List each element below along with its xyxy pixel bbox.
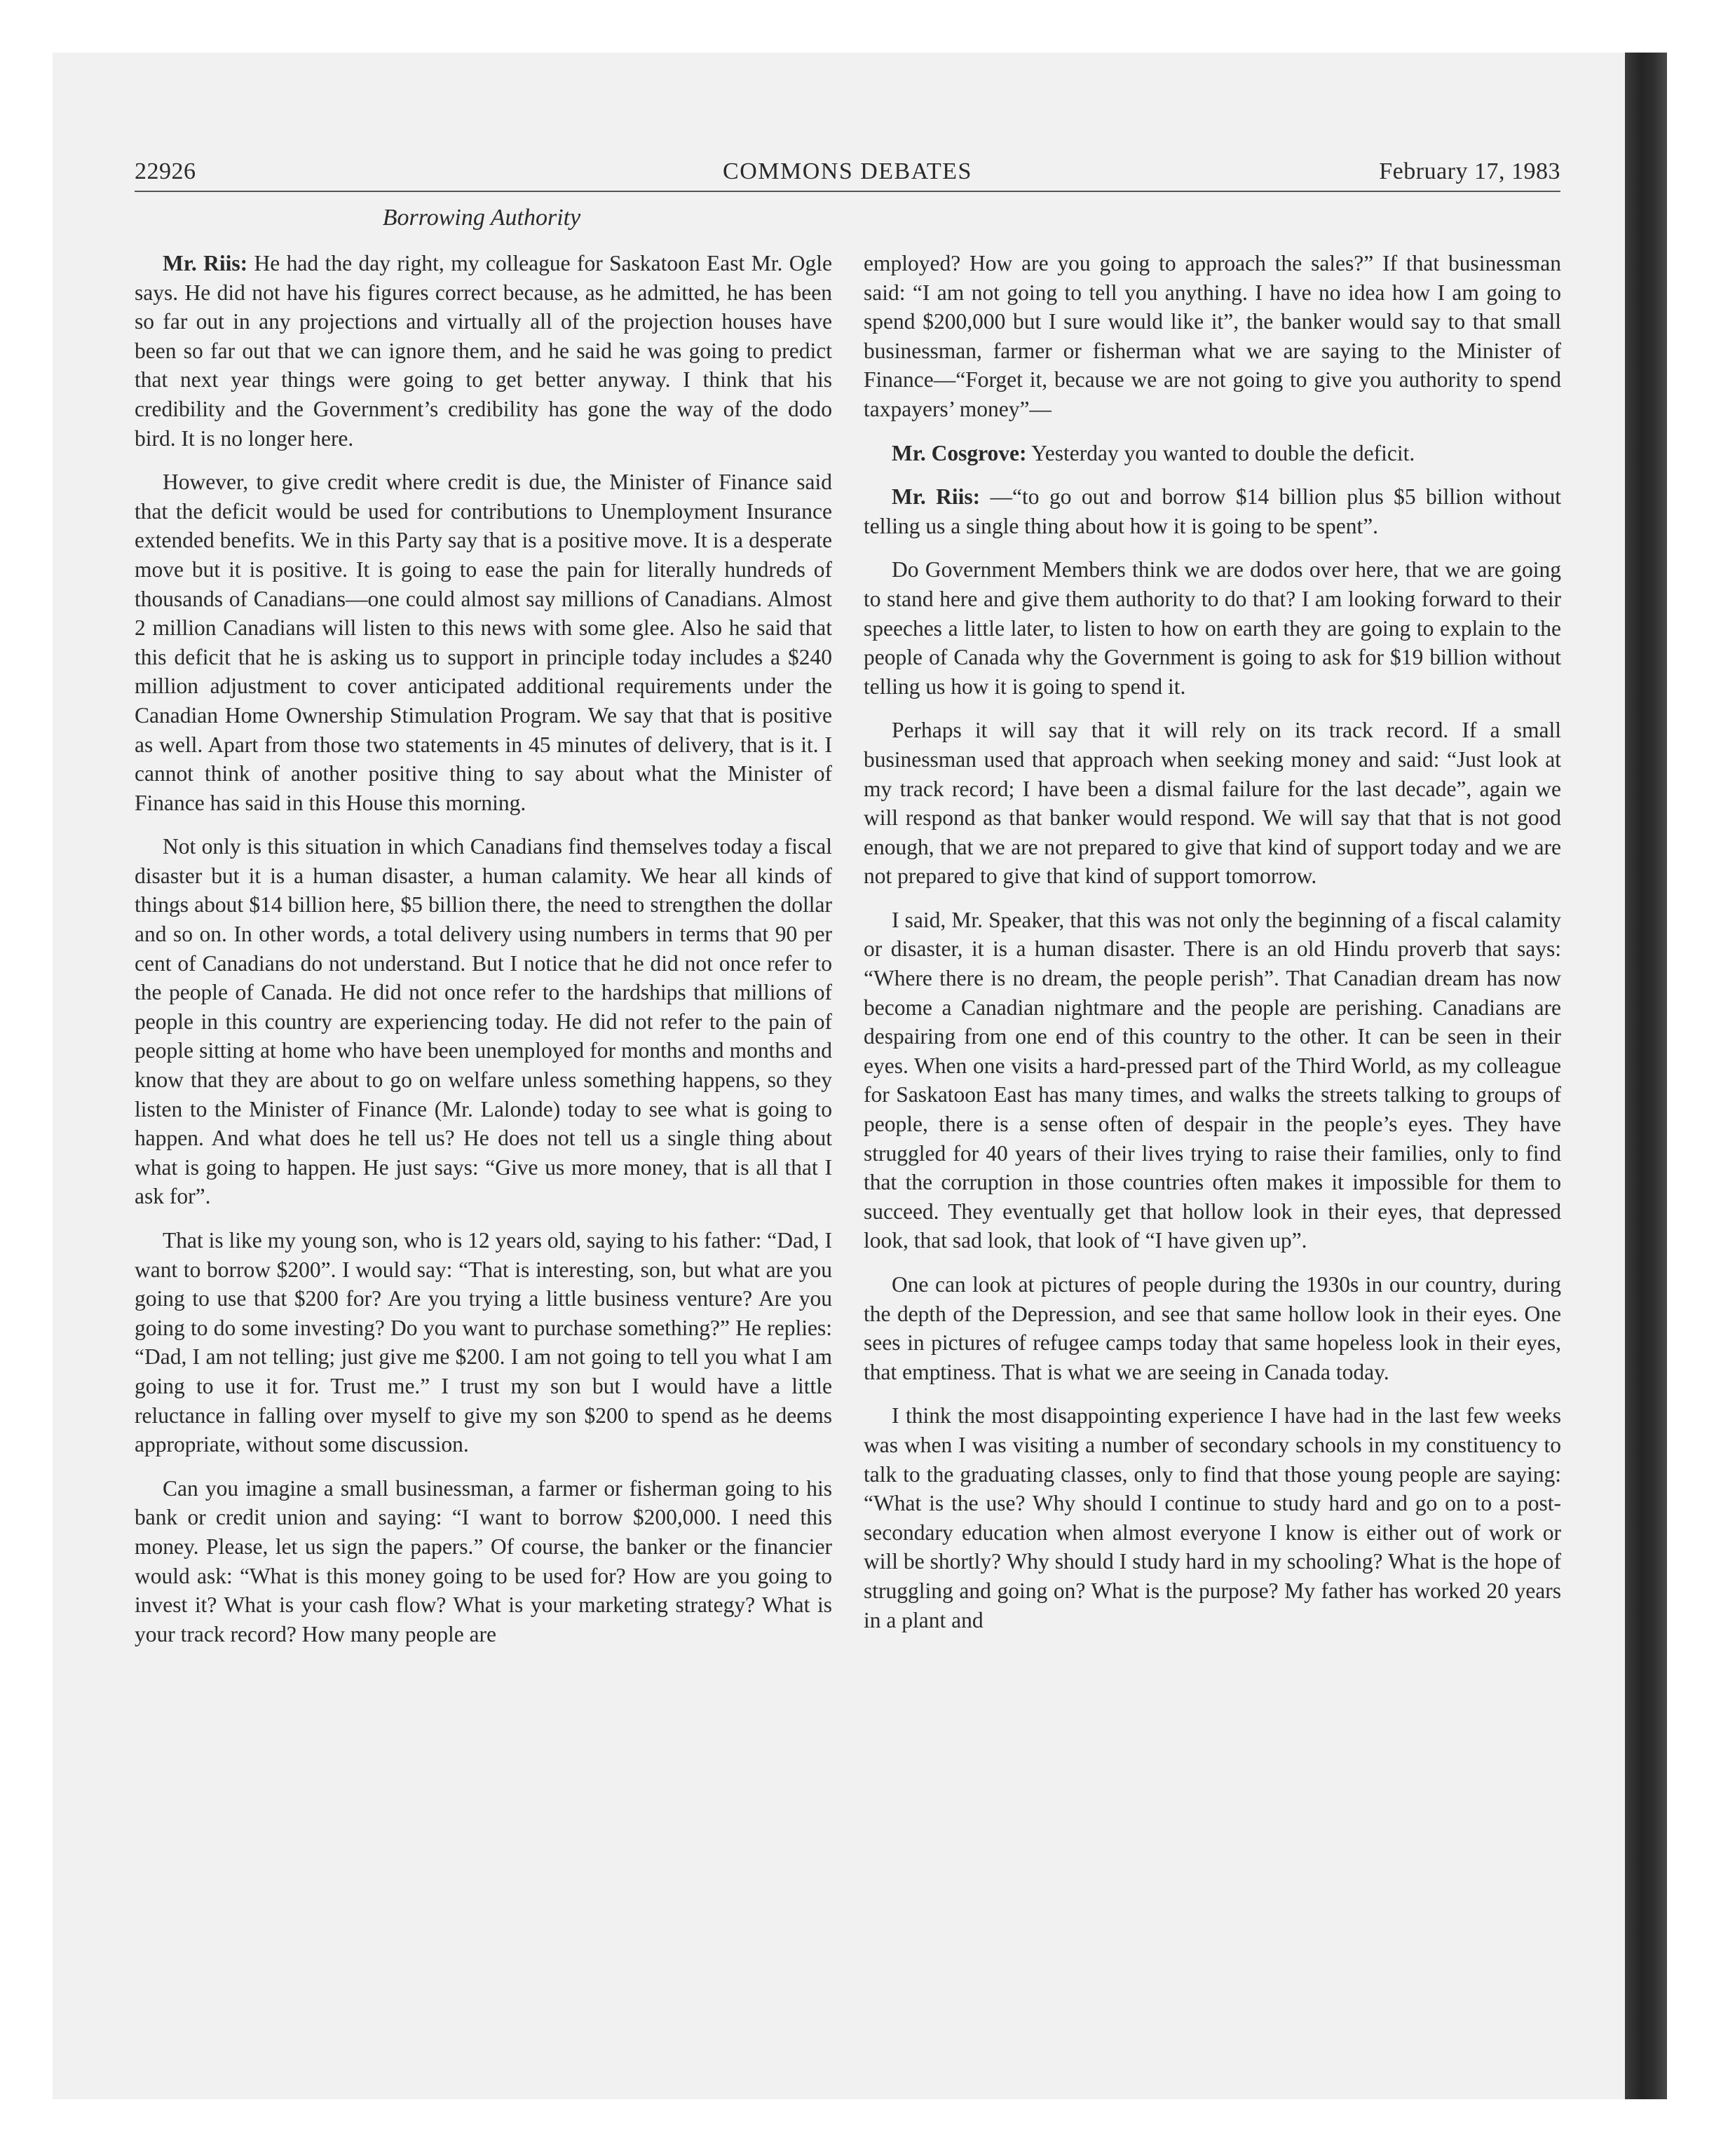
header-rule: [135, 191, 1560, 192]
paragraph: [135, 1474, 832, 1649]
paragraph: [864, 1401, 1561, 1635]
paragraph-text: One can look at pictures of people during the 1930s in our country, during the depth of the Depression, and see that same hollow look in their eyes. One sees in pictures of refugee camps today that same hopeless look in their eyes, that emptiness. That is what we are seeing in Canada today.: [864, 1272, 1561, 1384]
paragraph: [864, 906, 1561, 1255]
paragraph: [864, 439, 1561, 468]
paragraph: [135, 1226, 832, 1459]
paragraph-text: I think the most disappointing experience I have had in the last few weeks was when I was visiting a number of secondary schools in my constituency to talk to the graduating classes, only to find that those young people are saying: “What is the use? Why should I continue to study hard and go on to a post-secondary education when almost everyone I know is either out of work or will be shortly? Why should I study hard in my schooling? What is the hope of struggling and going on? What is the purpose? My father has worked 20 years in a plant and: [864, 1403, 1561, 1632]
paragraph-text: Yesterday you wanted to double the deficit.: [1026, 440, 1415, 465]
paragraph: [135, 249, 832, 453]
paragraph-text: I said, Mr. Speaker, that this was not only the beginning of a fiscal calamity or disaster, it is a human disaster. There is an old Hindu proverb that says: “Where there is no dream, the people perish”. That Canadian dream has now become a Canadian nightmare and the people are perishing. Canadians are despairing from one end of this country to the other. It can be seen in their eyes. When one visits a hard-pressed part of the Third World, as my colleague for Saskatoon East has many times, and walks the streets talking to groups of people, there is a sense often of despair in the people’s eyes. They have struggled for 40 years of their lives trying to raise their families, only to find that the corruption in those countries often makes it impossible for them to succeed. They eventually get that hollow look in their eyes, that depressed look, that sad look, that look of “I have given up”.: [864, 907, 1561, 1253]
paragraph-text: Do Government Members think we are dodos over here, that we are going to stand here and give them authority to do that? I am looking forward to their speeches a little later, to listen to how on earth they are going to explain to the people of Canada why the Government is going to ask for $19 billion without telling us how it is going to spend it.: [864, 557, 1561, 699]
speaker-name: Mr. Riis:: [892, 484, 981, 510]
left-column: [135, 249, 832, 1663]
paragraph-text: He had the day right, my colleague for Saskatoon East Mr. Ogle says. He did not have his figures correct because, as he admitted, he has been so far out in any projections and virtually all of the projection houses have been so far out that we can ignore them, and he said he was going to predict that next year things were going to get better anyway. I think that his credibility and the Government’s credibility has gone the way of the dodo bird. It is no longer here.: [135, 251, 832, 451]
paragraph: [864, 716, 1561, 891]
speaker-name: Mr. Cosgrove:: [892, 440, 1027, 465]
paragraph-text: —“to go out and borrow $14 billion plus $5 billion without telling us a single thing about how it is going to be spent”.: [864, 484, 1561, 538]
right-column: [864, 249, 1561, 1649]
paragraph: [135, 832, 832, 1211]
paragraph-text: Perhaps it will say that it will rely on its track record. If a small businessman used that approach when seeking money and said: “Just look at my track record; I have been a dismal failure for the last decade”, again we will respond as that banker would respond. We will say that that is not good enough, that we are not prepared to give that kind of support today and we are not prepared to give that kind of support tomorrow.: [864, 718, 1561, 889]
publication-title: COMMONS DEBATES: [723, 158, 972, 184]
publication-date: February 17, 1983: [1379, 158, 1560, 184]
page-edge-shadow: [1625, 53, 1667, 2099]
paragraph-text: However, to give credit where credit is due, the Minister of Finance said that the deficit would be used for contributions to Unemployment Insurance extended benefits. We in this Party say that is a positive move. It is a desperate move but it is positive. It is going to ease the pain for literally hundreds of thousands of Canadians—one could almost say millions of Canadians. Almost 2 million Canadians will listen to this news with some glee. Also he said that this deficit that he is asking us to support in principle today includes a $240 million adjustment to cover anticipated additional requirements under the Canadian Home Ownership Stimulation Program. We say that that is positive as well. Apart from those two statements in 45 minutes of delivery, that is it. I cannot think of another positive thing to say about what the Minister of Finance has said in this House this morning.: [135, 470, 832, 815]
paragraph-text: Can you imagine a small businessman, a farmer or fisherman going to his bank or credit union and saying: “I want to borrow $200,000. I need this money. Please, let us sign the papers.” Of course, the banker or the financier would ask: “What is this money going to be used for? How are you going to invest it? What is your cash flow? What is your marketing strategy? What is your track record? How many people are: [135, 1475, 832, 1646]
page-number: 22926: [135, 158, 196, 184]
speaker-name: Mr. Riis:: [163, 251, 248, 275]
paragraph-text: employed? How are you going to approach the sales?” If that businessman said: “I am not going to tell you anything. I have no idea how I am going to spend $200,000 but I sure would like it”, the banker would say to that small businessman, farmer or fisherman what we are saying to the Minister of Finance—“Forget it, because we are not going to give you authority to spend taxpayers’ money”—: [864, 251, 1561, 421]
paragraph: [135, 468, 832, 817]
paragraph-text: Not only is this situation in which Canadians find themselves today a fiscal disaster but it is a human disaster, a human calamity. We hear all kinds of things about $14 billion here, $5 billion there, the need to strengthen the dollar and so on. In other words, a total delivery using numbers in terms that 90 per cent of Canadians do not understand. But I notice that he did not once refer to the people of Canada. He did not once refer to the hardships that millions of people in this country are experiencing today. He did not refer to the pain of people sitting at home who have been unemployed for months and months and know that they are about to go on welfare unless something happens, so they listen to the Minister of Finance (Mr. Lalonde) today to see what is going to happen. And what does he tell us? He does not tell us a single thing about what is going to happen. He just says: “Give us more money, that is all that I ask for”.: [135, 834, 832, 1209]
paragraph: [864, 555, 1561, 701]
paragraph: [864, 482, 1561, 540]
section-title: Borrowing Authority: [382, 205, 581, 231]
paragraph: [864, 1270, 1561, 1386]
paragraph: [864, 249, 1561, 424]
page-header: [135, 158, 1560, 189]
paragraph-text: That is like my young son, who is 12 years old, saying to his father: “Dad, I want to borrow $200”. I would say: “That is interesting, son, but what are you going to use that $200 for? Are you trying a little business venture? Are you going to do some investing? Do you want to purchase something?” He replies: “Dad, I am not telling; just give me $200. I am not going to tell you what I am going to use it for. Trust me.” I trust my son but I would have a little reluctance in falling over myself to give my son $200 to spend as he deems appropriate, without some discussion.: [135, 1228, 832, 1457]
